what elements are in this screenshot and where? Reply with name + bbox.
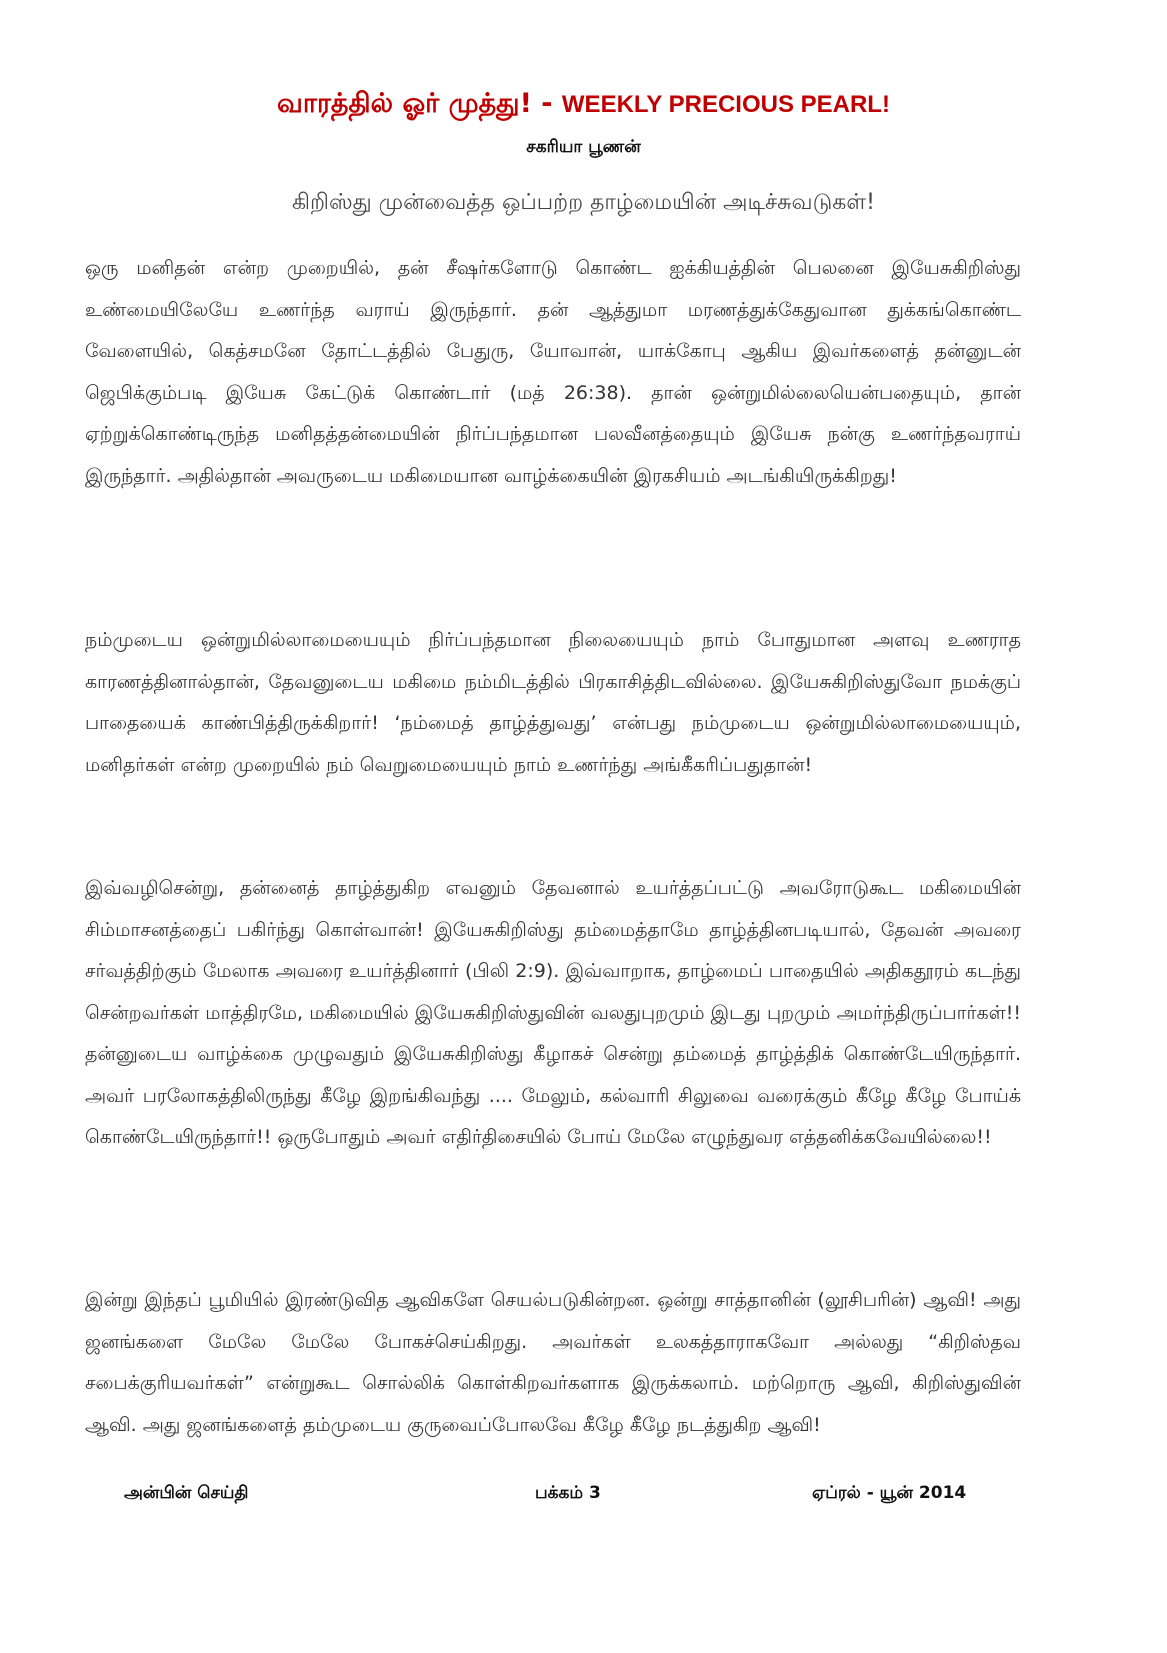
paragraph: இவ்வழிசென்று, தன்னைத் தாழ்த்துகிற எவனும் தேவனால் உயர்த்தப்பட்டு அவரோடுகூட மகிமையின் சிம்மாசனத்தைப் பகிர்ந்து கொள்வான்! இயேசுகிறிஸ்து தம்மைத்தாமே தாழ்த்தினபடியால், தேவன் அவரை சர்வத்திற்கும் மேலாக அவரை உயர்த்தினார் (பிலி 2:9). இவ்வாறாக, தாழ்மைப் பாதையில் அதிகதூரம் கடந்து சென்றவர்கள் மாத்திரமே, மகிமையில் இயேசுகிறிஸ்துவின் வலதுபுறமும் இடது புறமும் அமர்ந்திருப்பார்கள்!! தன்னுடைய வாழ்க்கை முழுவதும் இயேசுகிறிஸ்து கீழாகச் சென்று தம்மைத் தாழ்த்திக் கொண்டேயிருந்தார். அவர் பரலோகத்திலிருந்து கீழே இறங்கிவந்து .... மேலும், கல்வாரி சிலுவை வரைக்கும் கீழே கீழே போய்க் கொண்டேயிருந்தார்!! ஒருபோதும் அவர் எதிர்திசையில் போய் மேலே எழுந்துவர எத்தனிக்கவேயில்லை!! [85,877,1021,1148]
paragraph: இன்று இந்தப் பூமியில் இரண்டுவித ஆவிகளே செயல்படுகின்றன. ஒன்று சாத்தானின் (லூசிபரின்) ஆவி! அது ஜனங்களை மேலே மேலே போகச்செய்கிறது. அவர்கள் உலகத்தாராகவோ அல்லது “கிறிஸ்தவ சபைக்குரியவர்கள்” என்றுகூட சொல்லிக் கொள்கிறவர்களாக இருக்கலாம். மற்றொரு ஆவி, கிறிஸ்துவின் ஆவி. அது ஜனங்களைத் தம்முடைய குருவைப்போலவே கீழே கீழே நடத்துகிற ஆவி! [85,1289,1021,1436]
title-tamil: வாரத்தில் ஓர் முத்து! - [277,88,562,119]
footer-page-number: பக்கம் 3 [535,1483,601,1503]
page-title [0,88,1167,123]
footer-date: ஏப்ரல் - யூன் 2014 [812,1483,967,1503]
title-english: WEEKLY PRECIOUS PEARL! [561,91,890,118]
author: சகரியா பூணன் [526,137,641,157]
footer-publication: அன்பின் செய்தி [124,1483,249,1503]
article-heading: கிறிஸ்து முன்வைத்த ஒப்பற்ற தாழ்மையின் அடிச்சுவடுகள்! [292,190,875,215]
paragraph: நம்முடைய ஒன்றுமில்லாமையையும் நிர்ப்பந்தமான நிலையையும் நாம் போதுமான அளவு உணராத காரணத்தினால்தான், தேவனுடைய மகிமை நம்மிடத்தில் பிரகாசித்திடவில்லை. இயேசுகிறிஸ்துவோ நமக்குப் பாதையைக் காண்பித்திருக்கிறார்! ‘நம்மைத் தாழ்த்துவது’ என்பது நம்முடைய ஒன்றுமில்லாமையையும், மனிதர்கள் என்ற முறையில் நம் வெறுமையையும் நாம் உணர்ந்து அங்கீகரிப்பதுதான்! [85,629,1021,776]
paragraph: ஒரு மனிதன் என்ற முறையில், தன் சீஷர்களோடு கொண்ட ஐக்கியத்தின் பெலனை இயேசுகிறிஸ்து உண்மையிலேயே உணர்ந்த வராய் இருந்தார். தன் ஆத்துமா மரணத்துக்கேதுவான துக்கங்கொண்ட வேளையில், கெத்சமனே தோட்டத்தில் பேதுரு, யோவான், யாக்கோபு ஆகிய இவர்களைத் தன்னுடன் ஜெபிக்கும்படி இயேசு கேட்டுக் கொண்டார் (மத் 26:38). தான் ஒன்றுமில்லையென்பதையும், தான் ஏற்றுக்கொண்டிருந்த மனிதத்தன்மையின் நிர்ப்பந்தமான பலவீனத்தையும் இயேசு நன்கு உணர்ந்தவராய் இருந்தார். அதில்தான் அவருடைய மகிமையான வாழ்க்கையின் இரகசியம் அடங்கியிருக்கிறது! [85,257,1021,487]
